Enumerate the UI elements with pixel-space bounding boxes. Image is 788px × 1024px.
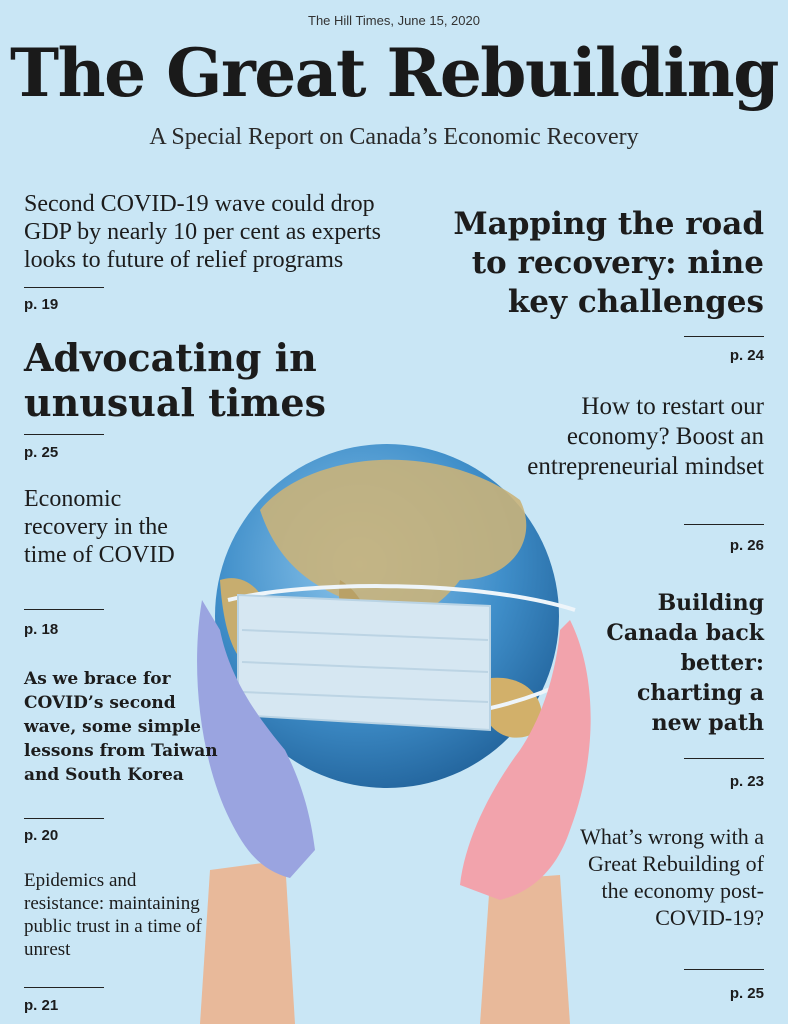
divider [24, 987, 104, 988]
story-headline-entrepreneurial[interactable]: How to restart our economy? Boost an entrepreneurial mindset [527, 393, 764, 480]
page-ref[interactable]: p. 25 [24, 444, 59, 461]
story-headline-gdp[interactable]: Second COVID-19 wave could drop GDP by nearly 10 per cent as experts looks to future of relief programs [24, 191, 381, 273]
divider [684, 336, 764, 337]
page-ref[interactable]: p. 23 [729, 773, 764, 790]
story-headline-economic-recovery[interactable]: Economic recovery in the time of COVID [24, 486, 175, 568]
page-ref[interactable]: p. 18 [24, 621, 59, 638]
divider [684, 969, 764, 970]
divider [24, 434, 104, 435]
page-subtitle: A Special Report on Canada’s Economic Recovery [149, 124, 639, 150]
page-ref[interactable]: p. 24 [729, 347, 764, 364]
page-ref[interactable]: p. 20 [24, 827, 59, 844]
divider [684, 758, 764, 759]
page-ref[interactable]: p. 26 [729, 537, 764, 554]
story-headline-epidemics[interactable]: Epidemics and resistance: maintaining public trust in a time of unrest [24, 870, 202, 960]
page-ref[interactable]: p. 21 [24, 997, 59, 1014]
cover-illustration [190, 430, 610, 1024]
publication-date: The Hill Times, June 15, 2020 [308, 13, 480, 28]
divider [24, 818, 104, 819]
story-headline-taiwan-korea[interactable]: As we brace for COVID’s second wave, some simple lessons from Taiwan and South Korea [24, 669, 218, 785]
story-headline-whats-wrong[interactable]: What’s wrong with a Great Rebuilding of the economy post-COVID-19? [580, 824, 764, 930]
page-ref[interactable]: p. 25 [729, 985, 764, 1002]
page-ref[interactable]: p. 19 [24, 296, 59, 313]
divider [24, 609, 104, 610]
story-headline-mapping-road[interactable]: Mapping the road to recovery: nine key challenges [453, 206, 764, 320]
story-headline-building-canada[interactable]: Building Canada back better: charting a new path [606, 590, 764, 736]
page-title: The Great Rebuilding [10, 34, 778, 112]
story-headline-advocating[interactable]: Advocating in unusual times [24, 335, 326, 425]
left-forearm [200, 860, 295, 1024]
divider [684, 524, 764, 525]
divider [24, 287, 104, 288]
